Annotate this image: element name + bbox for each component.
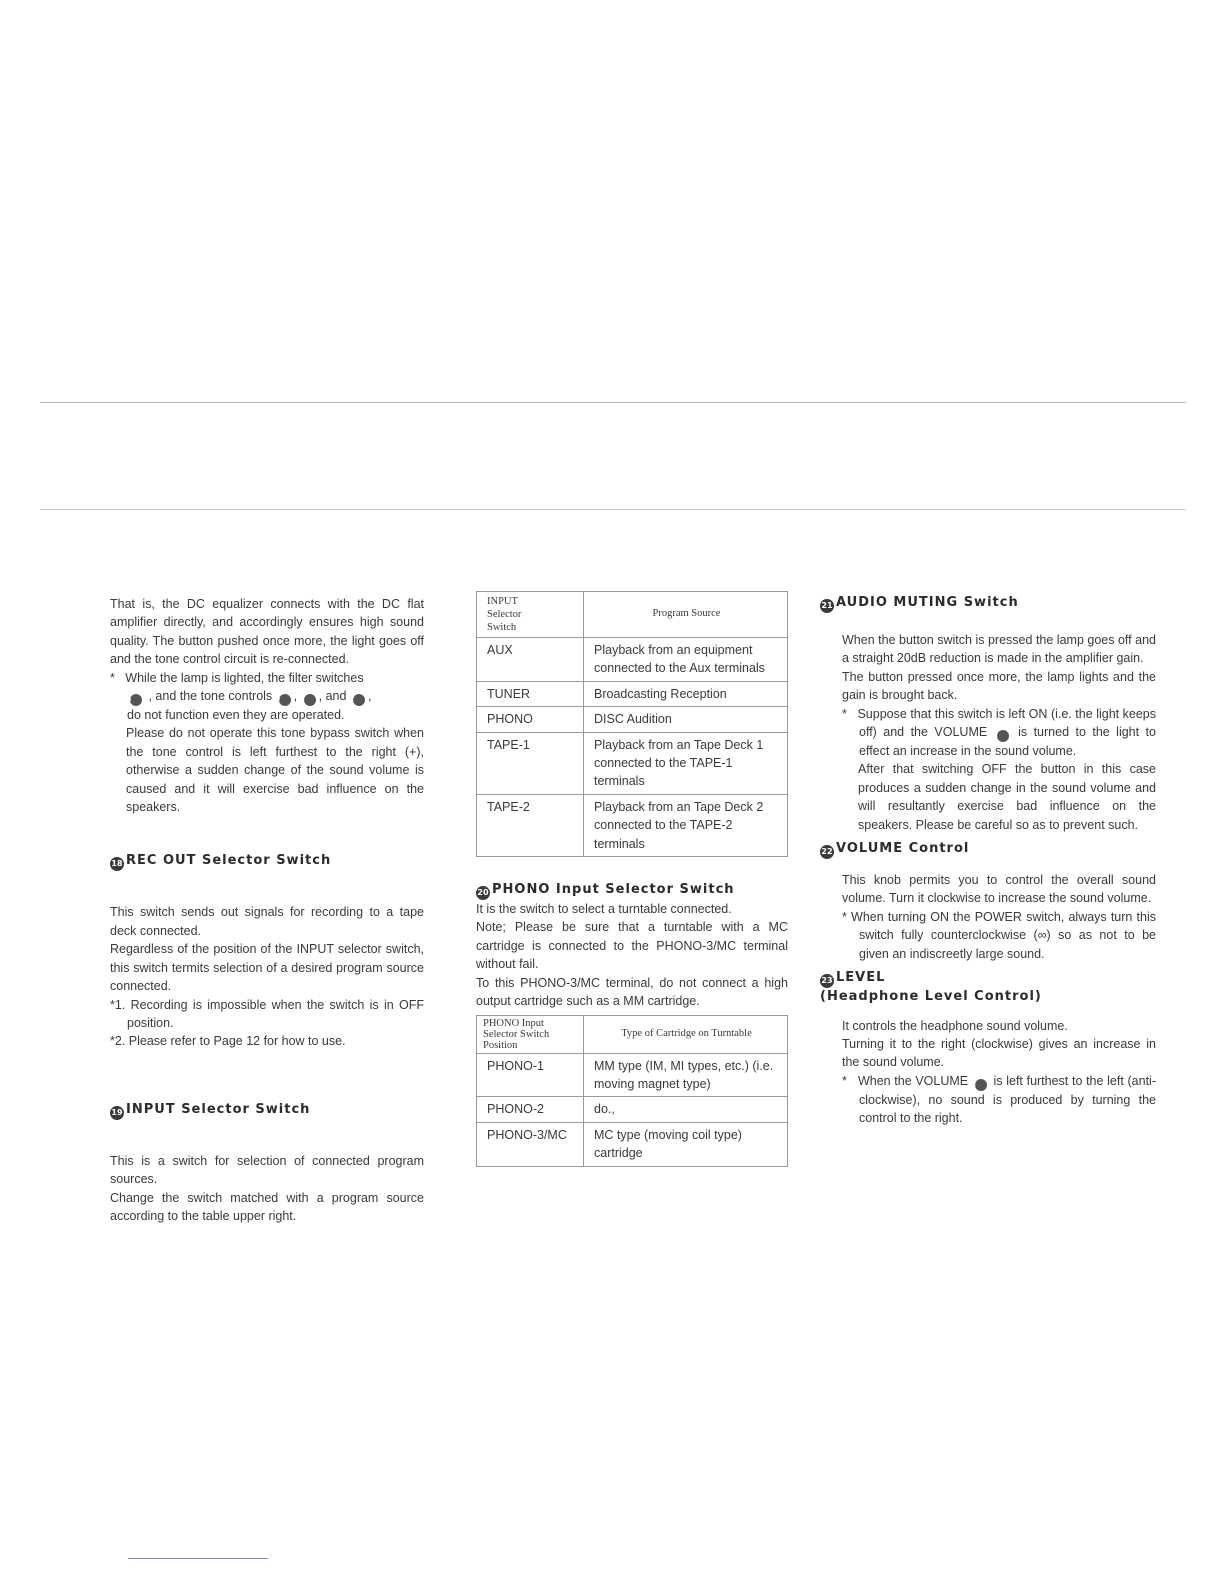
table-cell: TAPE-2 bbox=[477, 794, 584, 856]
second-divider-line bbox=[40, 509, 1186, 510]
table-row bbox=[477, 732, 788, 794]
header-text: INPUT bbox=[487, 596, 518, 607]
table-row bbox=[477, 1053, 788, 1097]
table-cell: AUX bbox=[477, 638, 584, 682]
circled-number-icon: 20 bbox=[476, 886, 490, 900]
phono-p1: It is the switch to select a turntable connected. bbox=[476, 902, 732, 917]
circled-number-icon: 16 bbox=[130, 694, 142, 706]
circled-number-icon: 19 bbox=[110, 1106, 124, 1120]
table-cell: Broadcasting Reception bbox=[584, 681, 788, 706]
circled-number-icon: 22 bbox=[353, 694, 365, 706]
tone-bypass-warning: Please do not operate this tone bypass switch when the tone control is left furthest to the right (+), otherwise a sudden change of the sound volume is caused and it will exercise bad influence on the speakers. bbox=[126, 726, 424, 815]
input-selector-title: INPUT Selector Switch bbox=[126, 1101, 311, 1117]
phono-selector-heading bbox=[476, 881, 788, 900]
header-cell-position bbox=[477, 1015, 584, 1053]
header-cell-source: Program Source bbox=[584, 592, 788, 638]
level-note bbox=[842, 1072, 1156, 1128]
table-cell: TAPE-1 bbox=[477, 732, 584, 794]
note-sep4: , bbox=[367, 689, 372, 704]
level-p2: Turning it to the right (clockwise) gives an increase in the sound volume. bbox=[842, 1036, 1156, 1070]
level-note-b: is left furthest to the left (anti-clockwise), no sound is produced by turning the control to the right. bbox=[859, 1073, 1156, 1126]
header-text: Selector Switch bbox=[483, 1028, 550, 1040]
note-asterisk: * bbox=[842, 706, 847, 721]
table-row bbox=[477, 707, 788, 732]
table-cell: Playback from an Tape Deck 2 connected to the TAPE-2 terminals bbox=[584, 794, 788, 856]
audio-muting-heading bbox=[820, 594, 1156, 613]
input-selector-heading bbox=[110, 1101, 424, 1120]
table-row bbox=[477, 681, 788, 706]
header-cell-type: Type of Cartridge on Turntable bbox=[584, 1015, 788, 1053]
volume-p1: This knob permits you to control the overall sound volume. Turn it clockwise to increase the sound volume. bbox=[842, 873, 1156, 906]
header-text: Switch bbox=[487, 622, 517, 633]
table-cell: do., bbox=[584, 1097, 788, 1122]
muting-note-a: Suppose that this switch is left ON (i.e. the light keeps off) and the VOLUME bbox=[857, 706, 1157, 740]
top-divider-line bbox=[40, 402, 1186, 403]
table-cell: PHONO-3/MC bbox=[477, 1122, 584, 1166]
column-right bbox=[820, 594, 1156, 1128]
phono-p2: Note; Please be sure that a turntable with a MC cartridge is connected to the PHONO-3/MC terminal without fail. bbox=[476, 920, 788, 972]
input-selector-p2: Change the switch matched with a program source according to the table upper right. bbox=[110, 1190, 424, 1223]
tone-bypass-note bbox=[110, 669, 424, 725]
table-cell: MM type (IM, MI types, etc.) (i.e. moving magnet type) bbox=[584, 1053, 788, 1097]
muting-note bbox=[842, 705, 1156, 761]
intro-paragraph: That is, the DC equalizer connects with the DC flat amplifier directly, and accordingly ensures high sound quality. The button pushed once more, the light goes off and the tone control circuit is re-connected. bbox=[110, 597, 424, 667]
note-sep3: , and bbox=[318, 689, 347, 704]
table-cell: Playback from an Tape Deck 1 connected to the TAPE-1 terminals bbox=[584, 732, 788, 794]
header-text: PHONO Input bbox=[483, 1017, 544, 1029]
muting-note-p2: After that switching OFF the button in this case produces a sudden change in the sound volume and will resultantly exercise bad influence on the speakers. Please be careful so as to prevent such. bbox=[858, 762, 1156, 832]
header-cell-position bbox=[477, 592, 584, 638]
table-row bbox=[477, 1097, 788, 1122]
audio-muting-title: AUDIO MUTING Switch bbox=[836, 595, 1019, 610]
level-p1: It controls the headphone sound volume. bbox=[842, 1018, 1068, 1033]
phono-selector-table bbox=[476, 1015, 788, 1167]
rec-out-p1: This switch sends out signals for recording to a tape deck connected. bbox=[110, 905, 424, 938]
input-selector-table bbox=[476, 591, 788, 857]
level-heading bbox=[820, 969, 1156, 988]
note-line1: While the lamp is lighted, the filter switches bbox=[125, 670, 364, 685]
circled-number-icon: 18 bbox=[110, 857, 124, 871]
volume-heading bbox=[820, 840, 1156, 859]
level-subtitle: (Headphone Level Control) bbox=[820, 989, 1042, 1005]
circled-number-icon: 22 bbox=[820, 845, 834, 859]
column-left bbox=[110, 595, 424, 1225]
circled-number-icon: 22 bbox=[997, 730, 1009, 742]
level-title: LEVEL bbox=[836, 970, 886, 986]
table-row bbox=[477, 794, 788, 856]
note-asterisk: * bbox=[110, 670, 115, 685]
table-cell: TUNER bbox=[477, 681, 584, 706]
table-cell: PHONO-2 bbox=[477, 1097, 584, 1122]
table-cell: PHONO-1 bbox=[477, 1053, 584, 1097]
table-cell: PHONO bbox=[477, 707, 584, 732]
table-row bbox=[477, 1122, 788, 1166]
table-cell: DISC Audition bbox=[584, 707, 788, 732]
footer-line bbox=[128, 1558, 268, 1559]
circled-number-icon: 20 bbox=[279, 694, 291, 706]
table-row bbox=[477, 638, 788, 682]
muting-p2: The button pressed once more, the lamp lights and the gain is brought back. bbox=[842, 669, 1156, 703]
muting-p1: When the button switch is pressed the lamp goes off and a straight 20dB reduction is made in the amplifier gain. bbox=[842, 633, 1156, 666]
rec-out-note1: *1. Recording is impossible when the switch is in OFF position. bbox=[110, 997, 424, 1030]
volume-title: VOLUME Control bbox=[836, 841, 970, 857]
level-note-a: When the VOLUME bbox=[857, 1073, 969, 1088]
rec-out-title: REC OUT Selector Switch bbox=[126, 853, 332, 869]
phono-p3: To this PHONO-3/MC terminal, do not connect a high output cartridge such as a MM cartridge. bbox=[476, 975, 788, 1009]
circled-number-icon: 21 bbox=[820, 599, 834, 613]
table-cell: MC type (moving coil type) cartridge bbox=[584, 1122, 788, 1166]
note-sep1: , and the tone controls bbox=[148, 689, 273, 704]
header-text: Selector bbox=[487, 609, 522, 620]
circled-number-icon: 23 bbox=[820, 974, 834, 988]
note-asterisk: * bbox=[842, 1073, 847, 1088]
rec-out-p2: Regardless of the position of the INPUT selector switch, this switch termits selection of a desired program source connected. bbox=[110, 942, 424, 994]
note-rest: do not function even they are operated. bbox=[127, 708, 345, 723]
table-header-row bbox=[477, 1015, 788, 1053]
input-selector-p1: This is a switch for selection of connected program sources. bbox=[110, 1153, 424, 1187]
muting-note-b: is turned to the light to effect an increase in the sound volume. bbox=[859, 725, 1156, 759]
volume-note: * When turning ON the POWER switch, always turn this switch fully counterclockwise (∞) so as not to be given an indiscreetly large sound. bbox=[842, 909, 1156, 961]
rec-out-heading bbox=[110, 852, 424, 871]
table-header-row bbox=[477, 592, 788, 638]
column-middle bbox=[476, 591, 788, 1167]
phono-selector-title: PHONO Input Selector Switch bbox=[492, 882, 735, 898]
circled-number-icon: 22 bbox=[975, 1079, 987, 1091]
header-text: Position bbox=[483, 1039, 518, 1051]
note-sep2: , bbox=[293, 689, 298, 704]
table-cell: Playback from an equipment connected to the Aux terminals bbox=[584, 638, 788, 682]
circled-number-icon: 21 bbox=[304, 694, 316, 706]
rec-out-note2: *2. Please refer to Page 12 for how to use. bbox=[110, 1034, 346, 1049]
